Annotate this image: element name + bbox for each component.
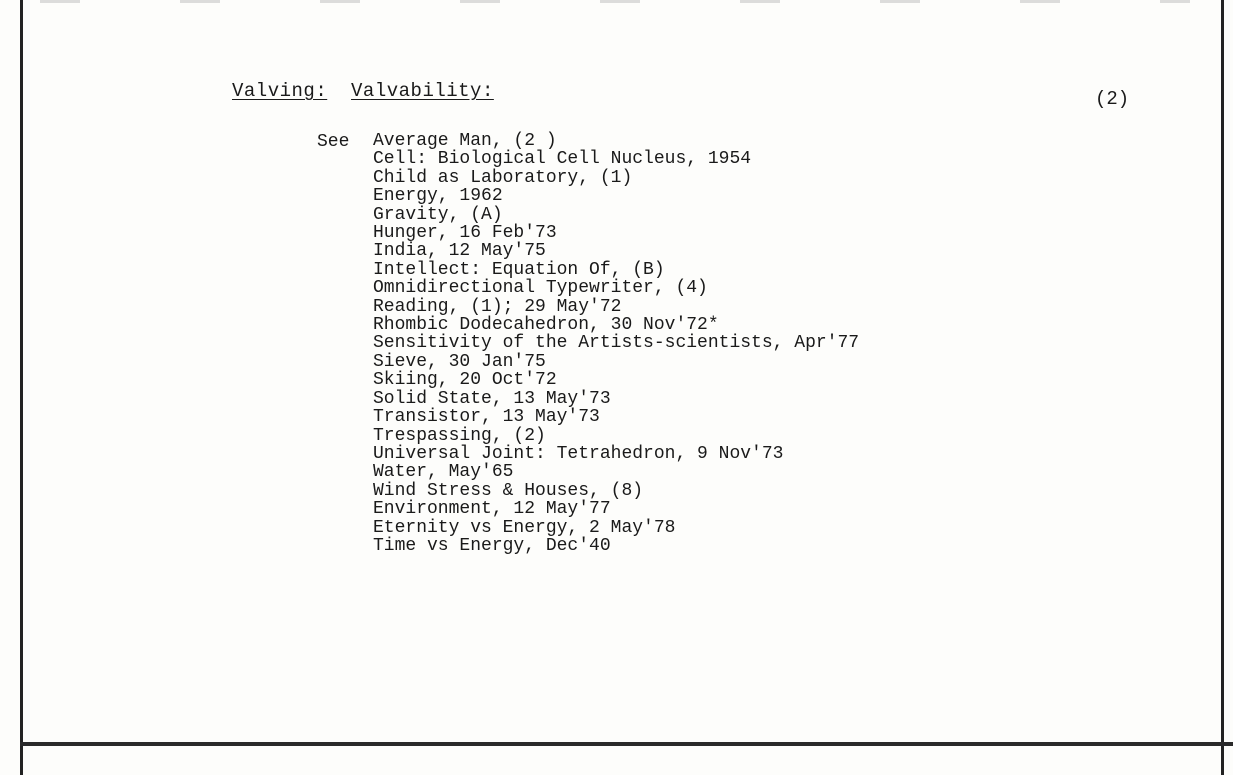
list-item: Universal Joint: Tetrahedron, 9 Nov'73	[373, 443, 784, 464]
list-item: Omnidirectional Typewriter, (4)	[373, 278, 708, 299]
page-number: (2)	[1095, 88, 1130, 110]
list-item: India, 12 May'75	[373, 241, 546, 262]
list-item: Child as Laboratory, (1)	[373, 167, 633, 188]
list-item: Solid State, 13 May'73	[373, 388, 611, 409]
list-item: Water, May'65	[373, 462, 514, 483]
card-right-border	[1221, 0, 1224, 775]
heading-primary: Valving:	[232, 80, 328, 102]
see-label: See	[317, 132, 350, 152]
list-item: Trespassing, (2)	[373, 425, 546, 446]
card-bottom-border	[20, 742, 1233, 746]
list-item: Sieve, 30 Jan'75	[373, 351, 546, 372]
list-item: Environment, 12 May'77	[373, 499, 611, 520]
list-item: Eternity vs Energy, 2 May'78	[373, 517, 676, 538]
list-item: Wind Stress & Houses, (8)	[373, 480, 644, 501]
heading-secondary: Valvability:	[351, 80, 494, 102]
list-item: Time vs Energy, Dec'40	[373, 535, 611, 556]
card-top-edge	[40, 0, 1190, 3]
list-item: Average Man, (2 )	[373, 131, 557, 151]
cross-reference-list	[373, 132, 859, 555]
list-item: Intellect: Equation Of, (B)	[373, 259, 665, 280]
list-item: Transistor, 13 May'73	[373, 407, 600, 428]
list-item: Gravity, (A)	[373, 204, 503, 225]
list-item: Energy, 1962	[373, 186, 503, 207]
list-item: Rhombic Dodecahedron, 30 Nov'72*	[373, 315, 719, 336]
list-item: Skiing, 20 Oct'72	[373, 370, 557, 391]
list-item: Reading, (1); 29 May'72	[373, 296, 622, 317]
card-heading	[232, 80, 494, 102]
list-item: Sensitivity of the Artists-scientists, Apr'77	[373, 333, 860, 354]
list-item: Hunger, 16 Feb'73	[373, 223, 557, 244]
list-item: Cell: Biological Cell Nucleus, 1954	[373, 149, 752, 170]
card-left-border	[20, 0, 23, 775]
